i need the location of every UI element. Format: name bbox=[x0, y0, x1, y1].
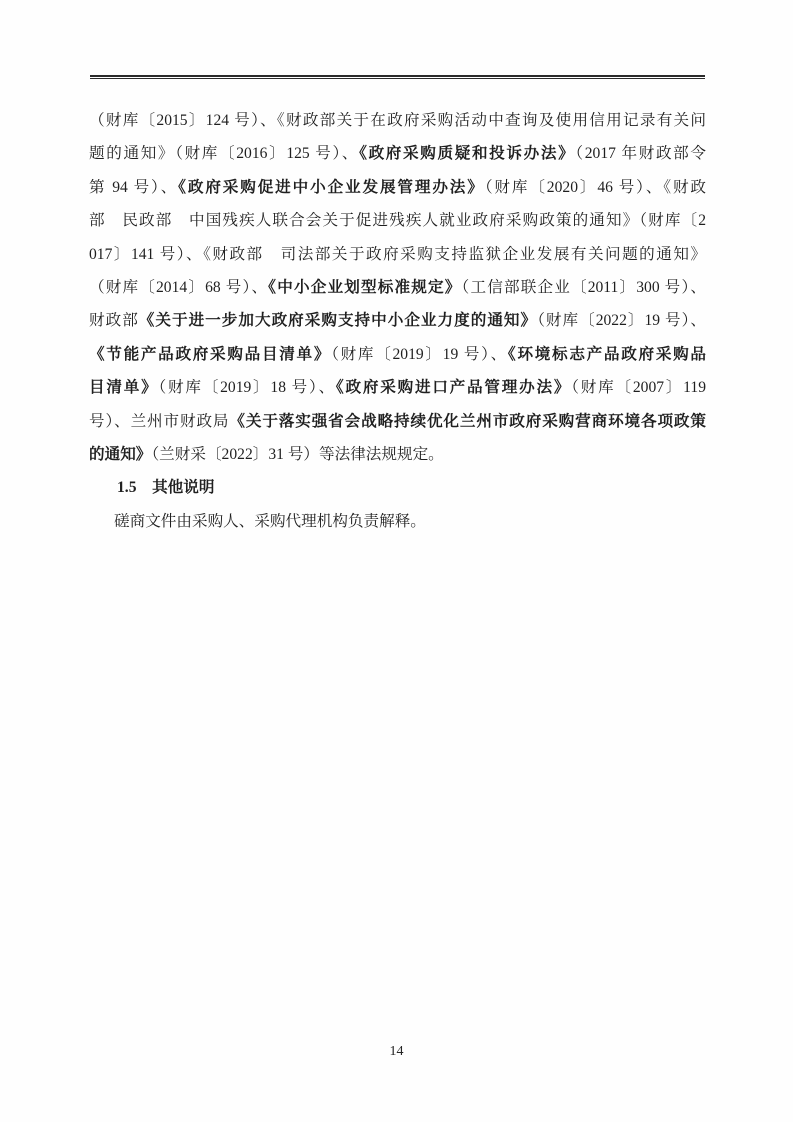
text-segment: （财库〔2007〕119 bbox=[571, 379, 706, 397]
header-rule bbox=[90, 75, 705, 79]
document-title-segment: 《关于落实强省会战略持续优化兰州市政府采购营商环境各项政策 bbox=[229, 412, 706, 430]
text-line bbox=[89, 338, 706, 371]
section-heading: 1.5 其他说明 bbox=[117, 479, 215, 497]
text-segment: （财库〔2015〕124 号）、《财政部关于在政府采购活动中查询及使用信用记录有关问 bbox=[89, 112, 706, 129]
text-line bbox=[89, 438, 706, 471]
text-line bbox=[89, 371, 706, 404]
text-line bbox=[89, 171, 706, 204]
text-segment: 财政部 bbox=[89, 312, 139, 330]
body-lines bbox=[89, 104, 706, 471]
text-segment: （2017 年财政部令 bbox=[575, 145, 706, 163]
document-title-segment: 《政府采购进口产品管理办法》 bbox=[335, 379, 572, 397]
text-segment: （工信部联企业〔2011〕300 号）、 bbox=[461, 278, 706, 296]
text-segment: （财库〔2014〕68 号）、 bbox=[89, 278, 269, 296]
page-number: 14 bbox=[389, 1044, 404, 1059]
document-title-segment: 《政府采购促进中小企业发展管理办法》 bbox=[178, 178, 485, 196]
text-line bbox=[89, 405, 706, 438]
text-segment: 017〕141 号）、《财政部 司法部关于政府采购支持监狱企业发展有关问题的通知》 bbox=[89, 245, 706, 263]
text-segment: （兰财采〔2022〕31 号）等法律法规规定。 bbox=[151, 445, 444, 463]
text-line bbox=[89, 238, 706, 271]
text-line bbox=[89, 137, 706, 170]
text-segment: （财库〔2019〕19 号）、 bbox=[331, 345, 508, 363]
document-title-segment: 目清单》 bbox=[89, 379, 159, 397]
text-line bbox=[89, 304, 706, 337]
text-segment: 号）、兰州市财政局 bbox=[89, 412, 230, 430]
text-segment: 题的通知》（财库〔2016〕125 号）、 bbox=[89, 145, 360, 163]
text-segment: 部 民政部 中国残疾人联合会关于促进残疾人就业政府采购政策的通知》（财库〔2 bbox=[89, 212, 706, 230]
text-line bbox=[89, 104, 706, 137]
document-title-segment: 《节能产品政府采购品目清单》 bbox=[89, 345, 332, 363]
document-title-segment: 《关于进一步加大政府采购支持中小企业力度的通知》 bbox=[138, 312, 538, 330]
closing-paragraph: 磋商文件由采购人、采购代理机构负责解释。 bbox=[114, 512, 426, 530]
text-line bbox=[89, 271, 706, 304]
document-title-segment: 《政府采购质疑和投诉办法》 bbox=[359, 145, 576, 163]
text-line bbox=[89, 204, 706, 237]
document-title-segment: 《中小企业划型标准规定》 bbox=[268, 278, 462, 296]
document-body bbox=[89, 104, 706, 538]
text-segment: （财库〔2020〕46 号）、《财政 bbox=[484, 178, 706, 196]
text-segment: 第 94 号）、 bbox=[89, 178, 179, 196]
document-title-segment: 的通知》 bbox=[89, 445, 152, 463]
text-segment: （财库〔2022〕19 号）、 bbox=[537, 312, 706, 330]
document-title-segment: 《环境标志产品政府采购品 bbox=[507, 345, 706, 363]
text-segment: （财库〔2019〕18 号）、 bbox=[158, 379, 336, 397]
